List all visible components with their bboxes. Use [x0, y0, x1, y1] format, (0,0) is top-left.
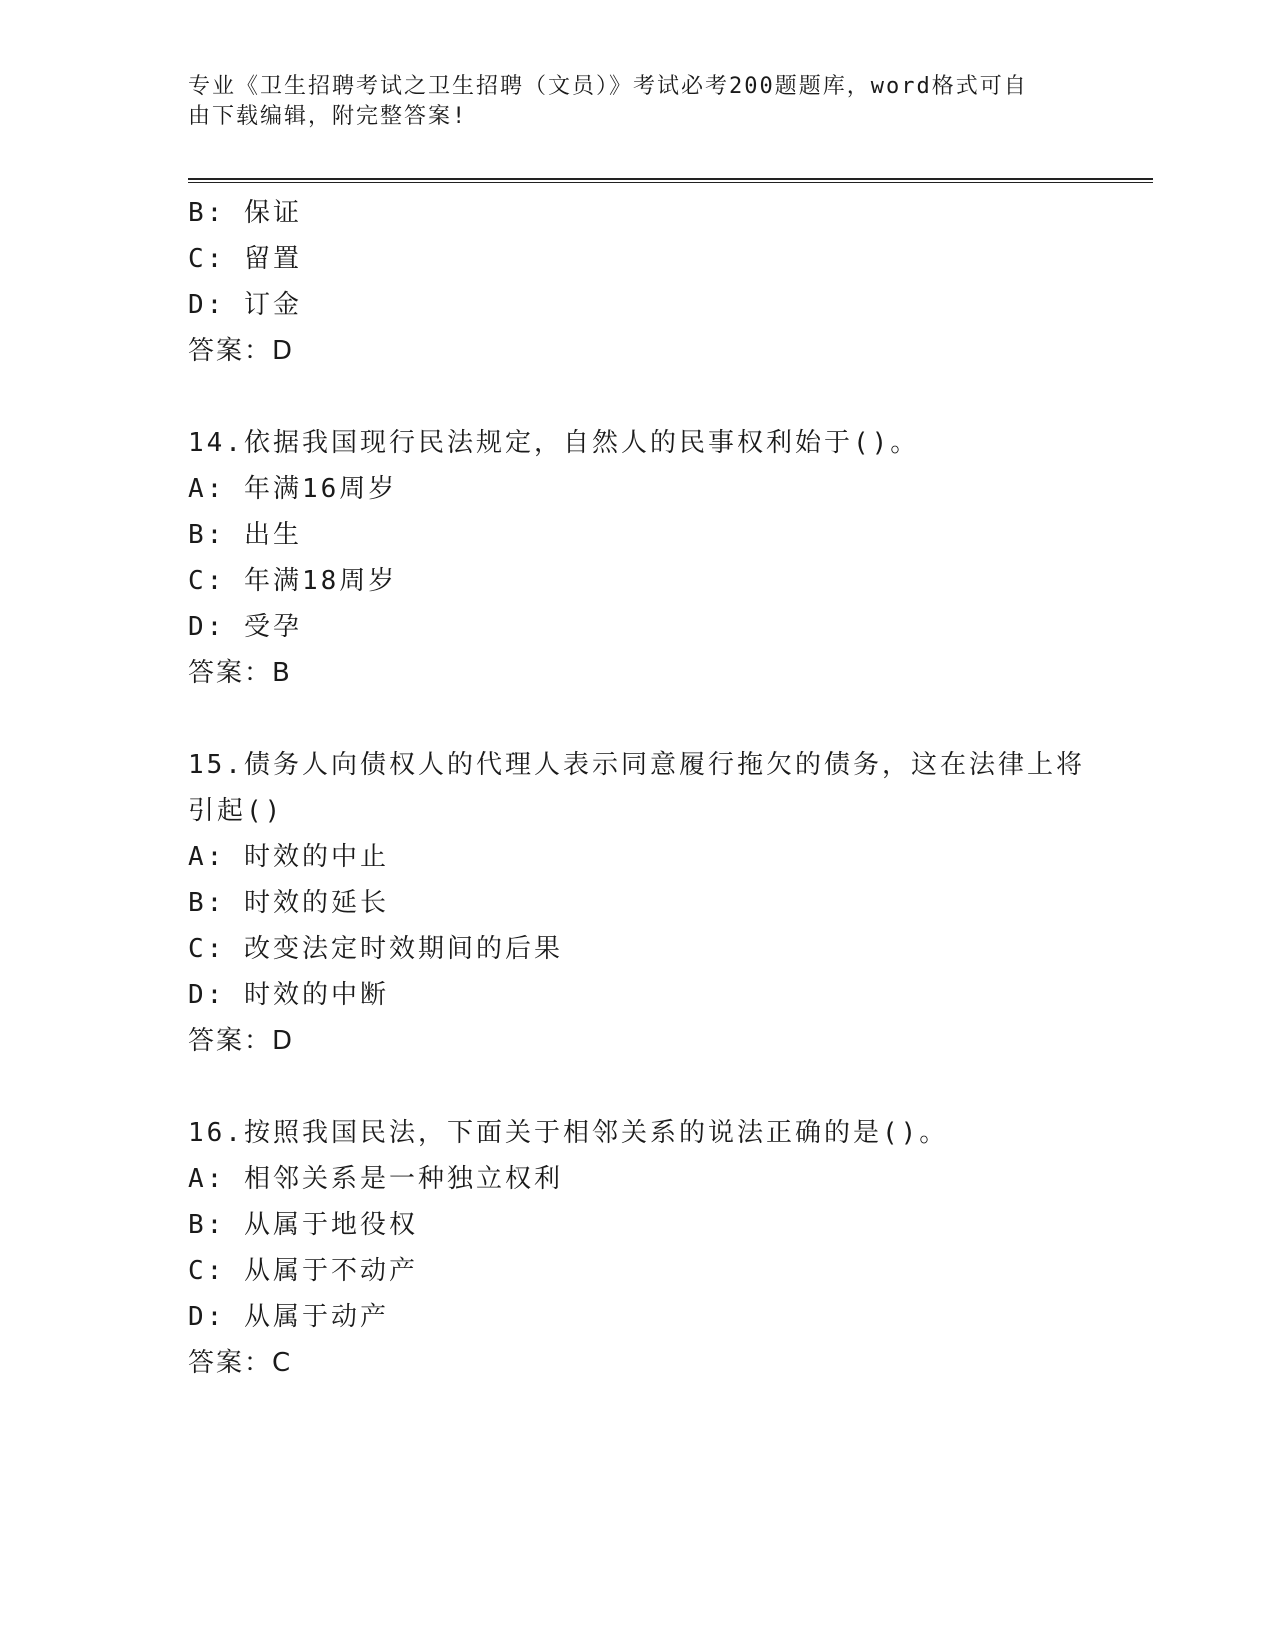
spacer — [188, 1064, 1088, 1110]
question-list — [188, 190, 1088, 1386]
answer-text: 答案：D — [188, 336, 295, 366]
question-15 — [188, 742, 1088, 1064]
question-text: 14.依据我国现行民法规定，自然人的民事权利始于()。 — [188, 428, 920, 458]
option-c: C: 年满18周岁 — [188, 566, 398, 596]
option-d: D: 受孕 — [188, 612, 302, 642]
header-line-2: 由下载编辑，附完整答案! — [188, 104, 468, 129]
option-b: B: 保证 — [188, 198, 302, 228]
option-b: B: 出生 — [188, 520, 302, 550]
option-c: C: 从属于不动产 — [188, 1256, 418, 1286]
option-d: D: 从属于动产 — [188, 1302, 389, 1332]
option-c: C: 留置 — [188, 244, 302, 274]
answer-text: 答案：C — [188, 1348, 293, 1378]
header-rule-top — [188, 178, 1153, 180]
option-b: B: 从属于地役权 — [188, 1210, 418, 1240]
document-header — [188, 72, 1068, 132]
option-d: D: 订金 — [188, 290, 302, 320]
option-a: A: 时效的中止 — [188, 842, 389, 872]
question-text-line-2: 引起() — [188, 796, 284, 826]
header-line-1: 专业《卫生招聘考试之卫生招聘（文员）》考试必考200题题库，word格式可自 — [188, 74, 1028, 99]
header-rule-bottom — [188, 182, 1153, 183]
option-c: C: 改变法定时效期间的后果 — [188, 934, 563, 964]
question-14 — [188, 420, 1088, 696]
option-b: B: 时效的延长 — [188, 888, 389, 918]
answer-text: 答案：B — [188, 658, 292, 688]
question-text: 16.按照我国民法，下面关于相邻关系的说法正确的是()。 — [188, 1118, 949, 1148]
question-13 — [188, 190, 1088, 374]
option-a: A: 年满16周岁 — [188, 474, 398, 504]
answer-text: 答案：D — [188, 1026, 295, 1056]
question-text-line-1: 15.债务人向债权人的代理人表示同意履行拖欠的债务，这在法律上将 — [188, 750, 1085, 780]
option-a: A: 相邻关系是一种独立权利 — [188, 1164, 563, 1194]
spacer — [188, 374, 1088, 420]
option-d: D: 时效的中断 — [188, 980, 389, 1010]
spacer — [188, 696, 1088, 742]
question-16 — [188, 1110, 1088, 1386]
